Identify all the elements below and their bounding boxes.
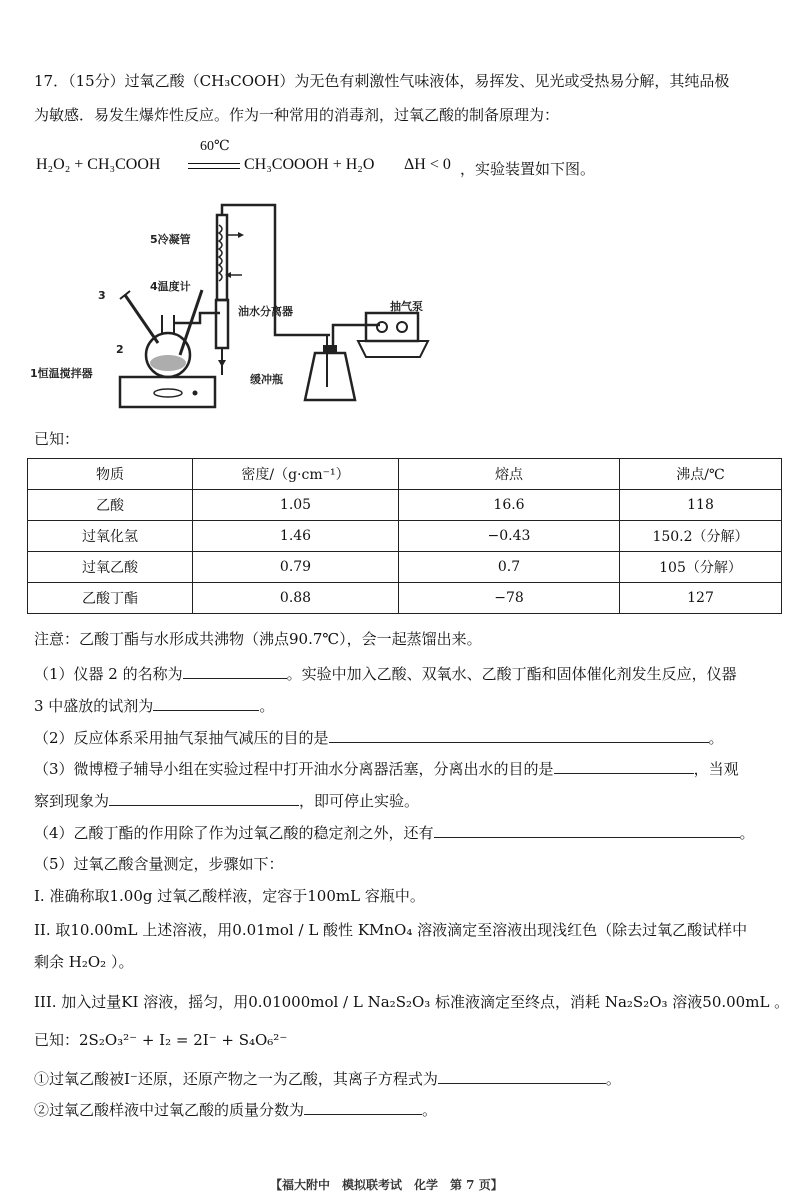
question-2	[34, 727, 724, 748]
stirrer-base	[120, 377, 215, 407]
q1-answer-blank-1[interactable]	[183, 664, 287, 679]
funnel-tube	[125, 295, 158, 343]
table-cell: 过氧化氢	[28, 521, 193, 552]
table-cell: 乙酸	[28, 490, 193, 521]
table-cell: 0.79	[193, 552, 399, 583]
question-5: （5）过氧乙酸含量测定，步骤如下：	[34, 855, 284, 873]
known-label: 已知：	[34, 430, 80, 448]
step-1: I. 准确称取1.00g 过氧乙酸样液，定容于100mL 容瓶中。	[34, 887, 425, 905]
known-equation: 已知：2S₂O₃²⁻ + I₂ = 2I⁻ + S₄O₆²⁻	[34, 1031, 288, 1049]
arrow-out-icon	[238, 232, 244, 238]
properties-table	[27, 458, 782, 614]
pump-stand	[358, 341, 428, 357]
question-1	[34, 663, 737, 684]
oil-water-separator	[216, 300, 228, 348]
buffer-bottle	[305, 353, 355, 400]
q4-text-a: （4）乙酸丁酯的作用除了作为过氧乙酸的稳定剂之外，还有	[34, 824, 434, 842]
question-1-cont	[34, 695, 274, 716]
table-cell: 过氧乙酸	[28, 552, 193, 583]
stirrer-knob	[154, 389, 182, 397]
side-arm	[174, 313, 220, 323]
q1-text-b: 。实验中加入乙酸、双氧水、乙酸丁酯和固体催化剂发生反应，仪器	[286, 665, 737, 683]
table-cell: −0.43	[399, 521, 620, 552]
table-cell: 1.46	[193, 521, 399, 552]
q2-text-b: 。	[708, 729, 724, 747]
q3-answer-blank-2[interactable]	[109, 791, 299, 806]
table-cell: 乙酸丁酯	[28, 583, 193, 614]
question-intro-line2: 为敏感．易发生爆炸性反应。作为一种常用的消毒剂，过氧乙酸的制备原理为：	[34, 106, 560, 124]
page-footer: 【福大附中 模拟联考试 化学 第 7 页】	[270, 1178, 503, 1192]
table-row	[28, 521, 782, 552]
label-stirrer: 1恒温搅拌器	[30, 367, 93, 380]
sub-question-2	[34, 1099, 437, 1120]
q1-answer-blank-2[interactable]	[153, 696, 259, 711]
question-4	[34, 822, 755, 843]
table-cell: 0.88	[193, 583, 399, 614]
question-3-cont	[34, 790, 419, 811]
table-header: 密度/（g·cm⁻¹）	[193, 459, 399, 490]
table-cell: 0.7	[399, 552, 620, 583]
q3-text-b: ，当观	[693, 760, 739, 778]
q3-answer-blank-1[interactable]	[554, 759, 694, 774]
q2-text-a: （2）反应体系采用抽气泵抽气减压的目的是	[34, 729, 329, 747]
label-condenser: 5冷凝管	[150, 233, 191, 246]
q4-text-b: 。	[739, 824, 755, 842]
table-cell: −78	[399, 583, 620, 614]
q1-text-d: 。	[259, 697, 275, 715]
pump-gauge-icon-2	[397, 322, 407, 332]
label-flask: 2	[116, 343, 124, 356]
label-pump: 抽气泵	[390, 300, 423, 313]
table-row	[28, 490, 782, 521]
equation-arrow	[188, 163, 240, 169]
step-3: III. 加入过量KI 溶液，摇匀，用0.01000mol / L Na₂S₂O₃ 标准液滴定至终点，消耗 Na₂S₂O₃ 溶液50.00mL 。	[34, 993, 790, 1011]
vacuum-pump	[366, 313, 418, 341]
step-2-cont: 剩余 H₂O₂ ）。	[34, 953, 134, 971]
sub1-text-b: 。	[605, 1070, 621, 1088]
buffer-bottle-stopper	[323, 345, 337, 353]
q3-text-c: 察到现象为	[34, 792, 110, 810]
q3-text-a: （3）微博橙子辅导小组在实验过程中打开油水分离器活塞，分离出水的目的是	[34, 760, 554, 778]
q4-answer-blank[interactable]	[434, 823, 740, 838]
flask-liquid	[150, 355, 186, 371]
q1-text-a: （1）仪器 2 的名称为	[34, 665, 183, 683]
table-header-row	[28, 459, 782, 490]
table-header: 物质	[28, 459, 193, 490]
sub2-text-a: ②过氧乙酸样液中过氧乙酸的质量分数为	[34, 1101, 305, 1119]
equation-condition: 60℃	[200, 139, 230, 154]
table-cell: 1.05	[193, 490, 399, 521]
table-cell: 16.6	[399, 490, 620, 521]
apparatus-diagram	[30, 195, 470, 420]
table-cell: 105（分解）	[620, 552, 782, 583]
label-funnel: 3	[98, 289, 106, 302]
sub2-answer-blank[interactable]	[304, 1100, 422, 1115]
equation-rhs: CH₃COOOH + H₂O	[244, 156, 375, 173]
table-header: 熔点	[399, 459, 620, 490]
condenser-coil	[219, 225, 222, 281]
equation-dh: ΔH < 0	[404, 156, 451, 173]
label-thermometer: 4温度计	[150, 280, 191, 293]
table-cell: 127	[620, 583, 782, 614]
equation-note: ，实验装置如下图。	[460, 160, 596, 178]
table-row	[28, 552, 782, 583]
sub-question-1	[34, 1068, 621, 1089]
q2-answer-blank[interactable]	[329, 728, 709, 743]
question-3	[34, 758, 739, 779]
table-cell: 118	[620, 490, 782, 521]
table-row	[28, 583, 782, 614]
q3-text-d: ，即可停止实验。	[299, 792, 420, 810]
table-cell: 150.2（分解）	[620, 521, 782, 552]
equation-lhs: H₂O₂ + CH₃COOH	[36, 156, 161, 173]
question-intro-line1: 17．（15分）过氧乙酸（CH₃COOH）为无色有刺激性气味液体，易挥发、见光或受热易分解，其纯品极	[34, 72, 730, 90]
sub1-text-a: ①过氧乙酸被I⁻还原，还原产物之一为乙酸，其离子方程式为	[34, 1070, 438, 1088]
note-text: 注意：乙酸丁酯与水形成共沸物（沸点90.7℃），会一起蒸馏出来。	[34, 630, 482, 648]
stirrer-dot	[193, 391, 198, 396]
label-separator: 油水分离器	[238, 305, 293, 318]
separator-stopcock	[218, 360, 226, 367]
q1-text-c: 3 中盛放的试剂为	[34, 697, 154, 715]
sub2-text-b: 。	[422, 1101, 438, 1119]
table-header: 沸点/℃	[620, 459, 782, 490]
pump-gauge-icon	[377, 322, 387, 332]
step-2: II. 取10.00mL 上述溶液，用0.01mol / L 酸性 KMnO₄ 溶液滴定至溶液出现浅红色（除去过氧乙酸试样中	[34, 921, 748, 939]
label-buffer: 缓冲瓶	[250, 373, 283, 386]
sub1-answer-blank[interactable]	[438, 1069, 606, 1084]
